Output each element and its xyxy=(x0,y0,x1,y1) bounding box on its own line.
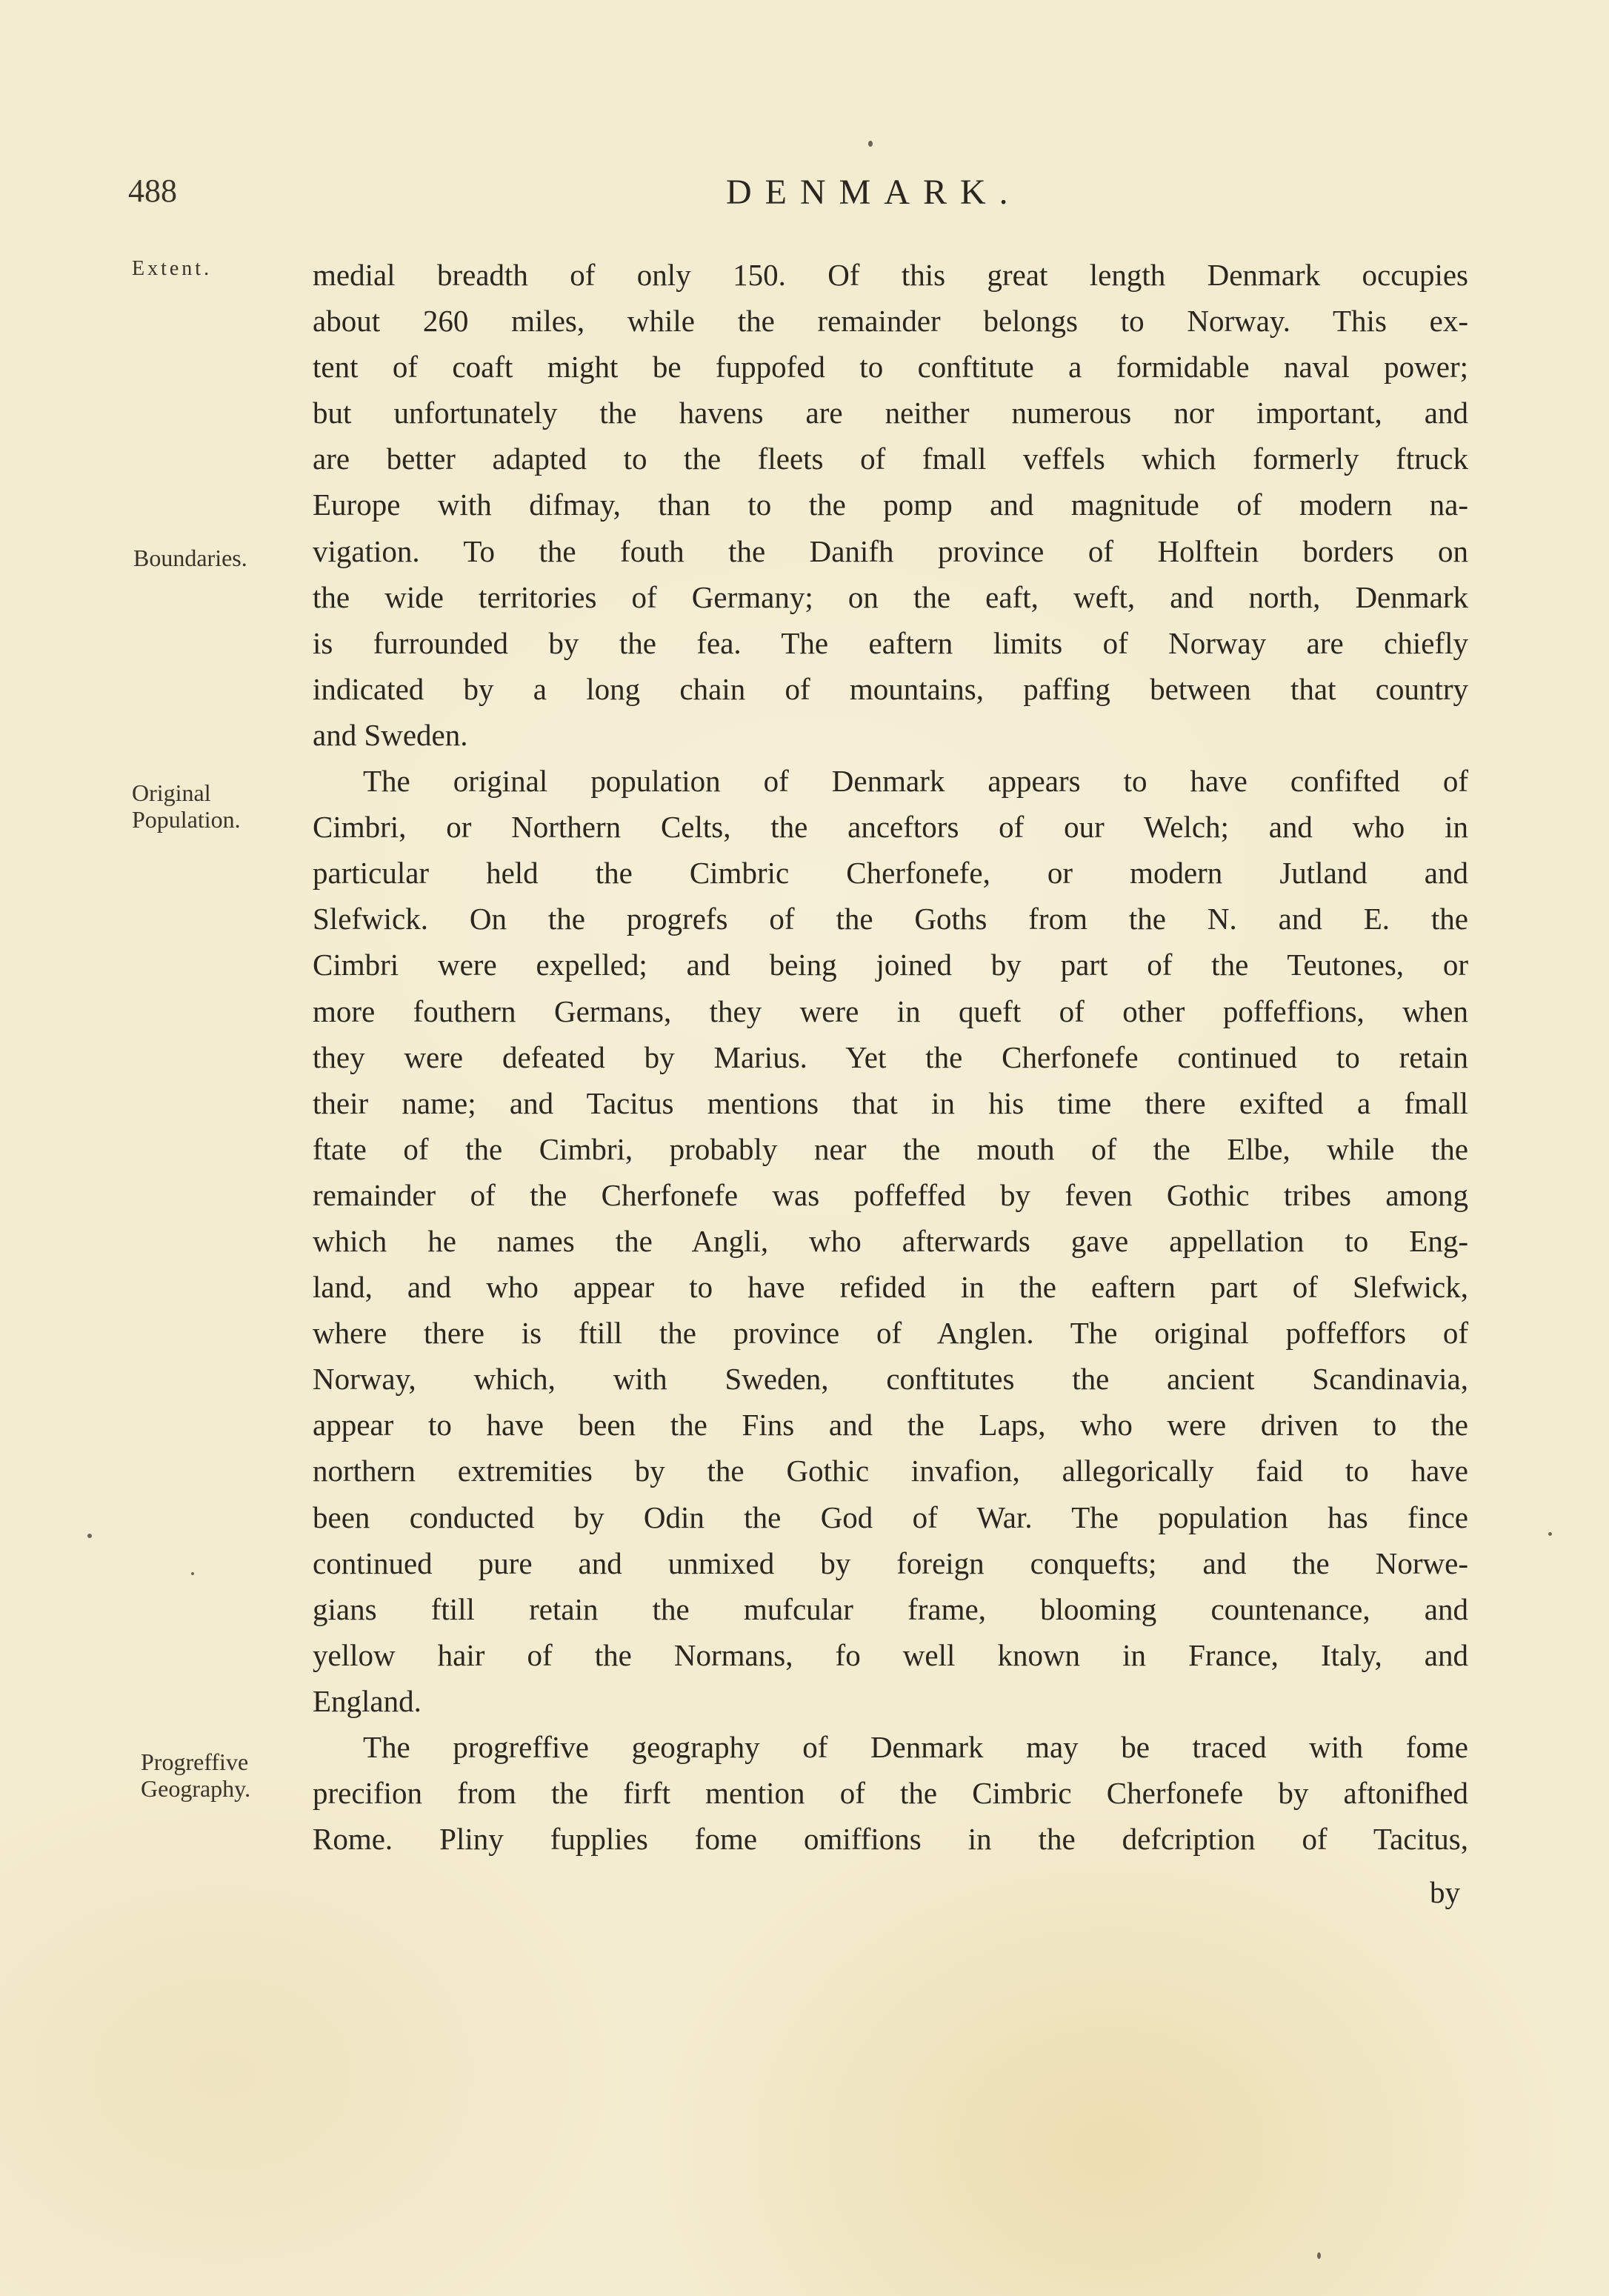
text-line: Cimbri, or Northern Celts, the anceftors of our Welch; and who in xyxy=(313,810,1468,845)
text-line: The progreffive geography of Denmark may be traced with fome xyxy=(363,1730,1468,1764)
text-line: been conducted by Odin the God of War. The population has fince xyxy=(313,1500,1468,1534)
text-line: which he names the Angli, who afterwards gave appellation to Eng- xyxy=(313,1223,1468,1258)
paper-speck xyxy=(1317,2252,1321,2259)
page-header xyxy=(0,172,1609,224)
text-line: Cimbri were expelled; and being joined by part of the Teutones, or xyxy=(313,948,1468,982)
text-line: but unfortunately the havens are neither numerous nor important, and xyxy=(313,396,1468,430)
text-line: yellow hair of the Normans, fo well known in France, Italy, and xyxy=(313,1637,1468,1672)
text-line: gians ftill retain the mufcular frame, blooming countenance, and xyxy=(313,1591,1468,1626)
text-line: is furrounded by the fea. The eaftern limits of Norway are chiefly xyxy=(313,625,1468,660)
paper-speck xyxy=(1548,1532,1552,1536)
text-line: where there is ftill the province of Anglen. The original poffeffors of xyxy=(313,1316,1468,1351)
text-line: particular held the Cimbric Cherfonefe, or modern Jutland and xyxy=(313,856,1468,891)
text-line: The original population of Denmark appears to have confifted of xyxy=(363,764,1468,799)
text-line: Norway, which, with Sweden, conftitutes the ancient Scandinavia, xyxy=(313,1362,1468,1397)
side-note-boundaries: Boundaries. xyxy=(133,545,247,571)
paper-speck xyxy=(87,1534,92,1538)
text-line: indicated by a long chain of mountains, paffing between that country xyxy=(313,671,1468,706)
text-line: are better adapted to the fleets of fmall veffels which formerly ftruck xyxy=(313,442,1468,476)
text-line: precifion from the firft mention of the Cimbric Cherfonefe by aftonifhed xyxy=(313,1776,1468,1811)
side-note-extent: Extent. xyxy=(132,257,213,280)
text-line: the wide territories of Germany; on the eaft, weft, and north, Denmark xyxy=(313,579,1468,614)
text-line: their name; and Tacitus mentions that in his time there exifted a fmall xyxy=(313,1085,1468,1120)
text-line: they were defeated by Marius. Yet the Cherfonefe continued to retain xyxy=(313,1039,1468,1074)
text-line: Rome. Pliny fupplies fome omiffions in the defcription of Tacitus, xyxy=(313,1822,1468,1857)
text-line: and Sweden. xyxy=(313,717,468,752)
text-line: remainder of the Cherfonefe was poffeffed by feven Gothic tribes among xyxy=(313,1177,1468,1212)
side-note-line: Geography. xyxy=(141,1775,251,1802)
side-note-line: Population. xyxy=(132,806,241,833)
text-line: vigation. To the fouth the Danifh province of Holftein borders on xyxy=(313,533,1468,568)
text-line: northern extremities by the Gothic invafion, allegorically faid to have xyxy=(313,1454,1468,1488)
side-note-line: Original xyxy=(132,779,211,806)
body-text xyxy=(313,252,1468,1862)
side-note-progressive-geography xyxy=(141,1748,250,1802)
page-number: 488 xyxy=(128,173,177,209)
text-line: land, and who appear to have refided in the eaftern part of Slefwick, xyxy=(313,1270,1468,1305)
side-note-line: Progreffive xyxy=(141,1748,249,1775)
side-note-original-population xyxy=(132,779,241,833)
text-line: England. xyxy=(313,1683,422,1718)
text-line: continued pure and unmixed by foreign conquefts; and the Norwe- xyxy=(313,1545,1468,1580)
text-line: appear to have been the Fins and the Laps, who were driven to the xyxy=(313,1408,1468,1443)
text-line: Europe with difmay, than to the pomp and magnitude of modern na- xyxy=(313,488,1468,522)
text-line: Slefwick. On the progrefs of the Goths from the N. and E. the xyxy=(313,902,1468,936)
paper-speck xyxy=(868,141,873,147)
running-title: DENMARK. xyxy=(726,173,1022,212)
text-line: tent of coaft might be fuppofed to conftitute a formidable naval power; xyxy=(313,350,1468,385)
text-line: more fouthern Germans, they were in queft of other poffeffions, when xyxy=(313,994,1468,1028)
catchword: by xyxy=(1430,1875,1460,1909)
text-line: medial breadth of only 150. Of this great length Denmark occupies xyxy=(313,258,1468,292)
text-line: about 260 miles, while the remainder belongs to Norway. This ex- xyxy=(313,304,1468,339)
text-line: ftate of the Cimbri, probably near the mouth of the Elbe, while the xyxy=(313,1131,1468,1166)
paper-speck xyxy=(191,1572,194,1575)
